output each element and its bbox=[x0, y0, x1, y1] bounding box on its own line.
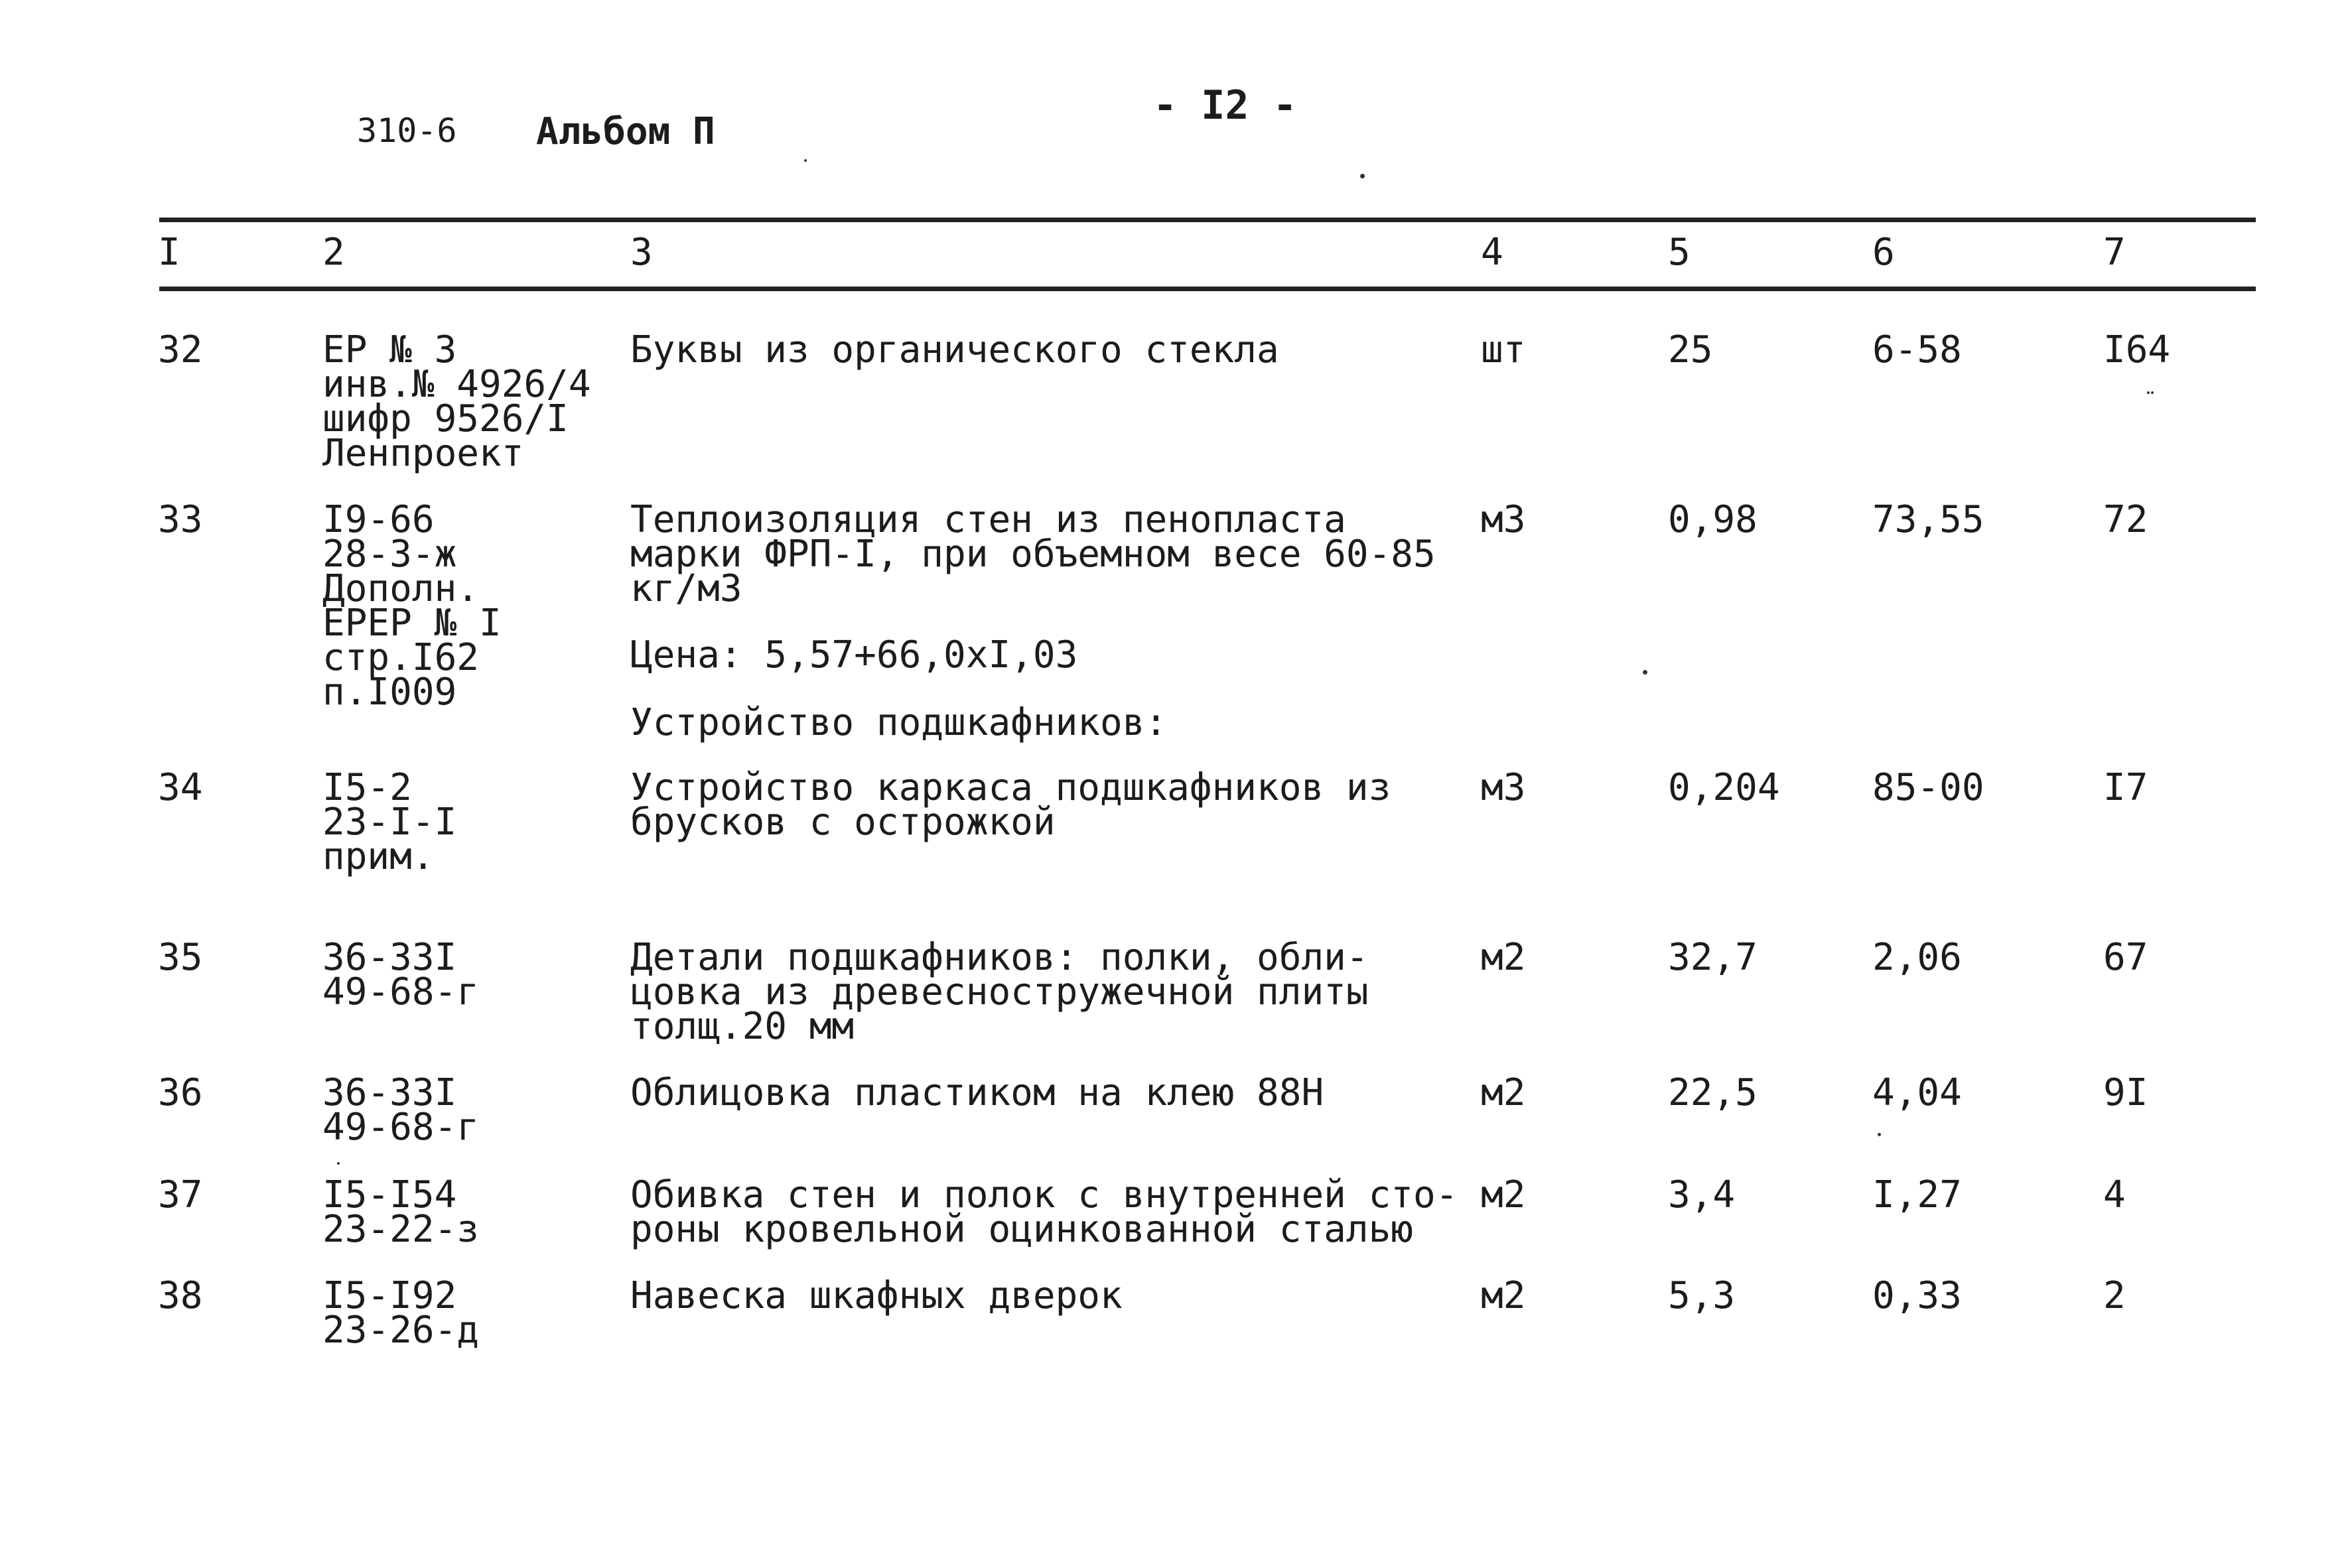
row-quantity: 3,4 bbox=[1668, 1173, 1736, 1216]
row-unit: м2 bbox=[1481, 1173, 1526, 1216]
row-total: 2 bbox=[2103, 1274, 2126, 1317]
column-header-7: 7 bbox=[2103, 231, 2126, 274]
column-header-1: I bbox=[158, 231, 180, 274]
row-code: I5-I92 23-26-д bbox=[322, 1274, 480, 1352]
scan-speck bbox=[337, 1162, 340, 1165]
row-unit-price: I,27 bbox=[1872, 1173, 1962, 1216]
row-unit: м2 bbox=[1481, 1274, 1526, 1317]
row-description: Навеска шкафных дверок bbox=[630, 1274, 1123, 1317]
column-header-4: 4 bbox=[1481, 231, 1503, 274]
scan-speck bbox=[1360, 174, 1365, 178]
row-total: I64 bbox=[2103, 328, 2171, 371]
row-code: 36-33I 49-68-г bbox=[322, 936, 480, 1013]
document-code: 310-6 bbox=[357, 111, 457, 150]
row-quantity: 0,204 bbox=[1668, 766, 1780, 809]
row-unit-price: 73,55 bbox=[1872, 498, 1984, 541]
row-unit: м2 bbox=[1481, 1071, 1526, 1114]
row-unit: шт bbox=[1481, 328, 1526, 371]
section-heading: Устройство подшкафников: bbox=[630, 701, 1168, 744]
row-unit-price: 6-58 bbox=[1872, 328, 1962, 371]
row-unit-price: 0,33 bbox=[1872, 1274, 1962, 1317]
row-number: 32 bbox=[158, 328, 203, 371]
album-title: Альбом П bbox=[536, 110, 715, 153]
row-description: Детали подшкафников: полки, обли- цовка из древесностружечной плиты толщ.20 мм bbox=[630, 936, 1369, 1048]
row-total: 4 bbox=[2103, 1173, 2126, 1216]
row-description: Теплоизоляция стен из пенопласта марки ФРП-I, при объемном весе 60-85 кг/м3 bbox=[630, 498, 1436, 610]
row-quantity: 22,5 bbox=[1668, 1071, 1758, 1114]
scan-speck bbox=[1878, 1133, 1881, 1136]
row-code: ЕР № 3 инв.№ 4926/4 шифр 9526/I Ленпроект bbox=[322, 328, 591, 475]
row-quantity: 0,98 bbox=[1668, 498, 1758, 541]
column-header-6: 6 bbox=[1872, 231, 1895, 274]
row-number: 36 bbox=[158, 1071, 203, 1114]
row-description: Устройство каркаса подшкафников из брусков с острожкой bbox=[630, 766, 1391, 844]
row-number: 33 bbox=[158, 498, 203, 541]
row-number: 38 bbox=[158, 1274, 203, 1317]
row-number: 37 bbox=[158, 1173, 203, 1216]
row-unit: м3 bbox=[1481, 498, 1526, 541]
row-unit: м2 bbox=[1481, 936, 1526, 979]
scan-speck bbox=[2151, 391, 2154, 394]
row-code: I5-2 23-I-I прим. bbox=[322, 766, 457, 878]
row-description: Облицовка пластиком на клею 88Н bbox=[630, 1071, 1324, 1114]
row-quantity: 32,7 bbox=[1668, 936, 1758, 979]
price-formula: Цена: 5,57+66,0xI,03 bbox=[630, 633, 1078, 677]
row-total: 67 bbox=[2103, 936, 2148, 979]
row-unit: м3 bbox=[1481, 766, 1526, 809]
row-quantity: 25 bbox=[1668, 328, 1713, 371]
row-description: Буквы из органического стекла bbox=[630, 328, 1279, 371]
row-number: 34 bbox=[158, 766, 203, 809]
row-quantity: 5,3 bbox=[1668, 1274, 1736, 1317]
page-number: - I2 - bbox=[1153, 82, 1297, 129]
column-header-2: 2 bbox=[322, 231, 345, 274]
scan-speck bbox=[2147, 391, 2150, 394]
row-code: I5-I54 23-22-з bbox=[322, 1173, 480, 1251]
column-header-5: 5 bbox=[1668, 231, 1691, 274]
row-code: I9-66 28-3-ж Дополн. ЕРЕР № I стр.I62 п.I009 bbox=[322, 498, 502, 714]
row-unit-price: 2,06 bbox=[1872, 936, 1962, 979]
row-total: I7 bbox=[2103, 766, 2148, 809]
row-unit-price: 4,04 bbox=[1872, 1071, 1962, 1114]
table-top-rule bbox=[159, 218, 2256, 222]
row-description: Обивка стен и полок с внутренней сто- роны кровельной оцинкованной сталью bbox=[630, 1173, 1458, 1251]
row-code: 36-33I 49-68-г bbox=[322, 1071, 480, 1149]
table-header-rule bbox=[159, 287, 2256, 291]
scan-speck bbox=[804, 159, 807, 162]
row-number: 35 bbox=[158, 936, 203, 979]
row-unit-price: 85-00 bbox=[1872, 766, 1984, 809]
row-total: 9I bbox=[2103, 1071, 2148, 1114]
row-total: 72 bbox=[2103, 498, 2148, 541]
column-header-3: 3 bbox=[630, 231, 653, 274]
scan-speck bbox=[1643, 670, 1647, 675]
